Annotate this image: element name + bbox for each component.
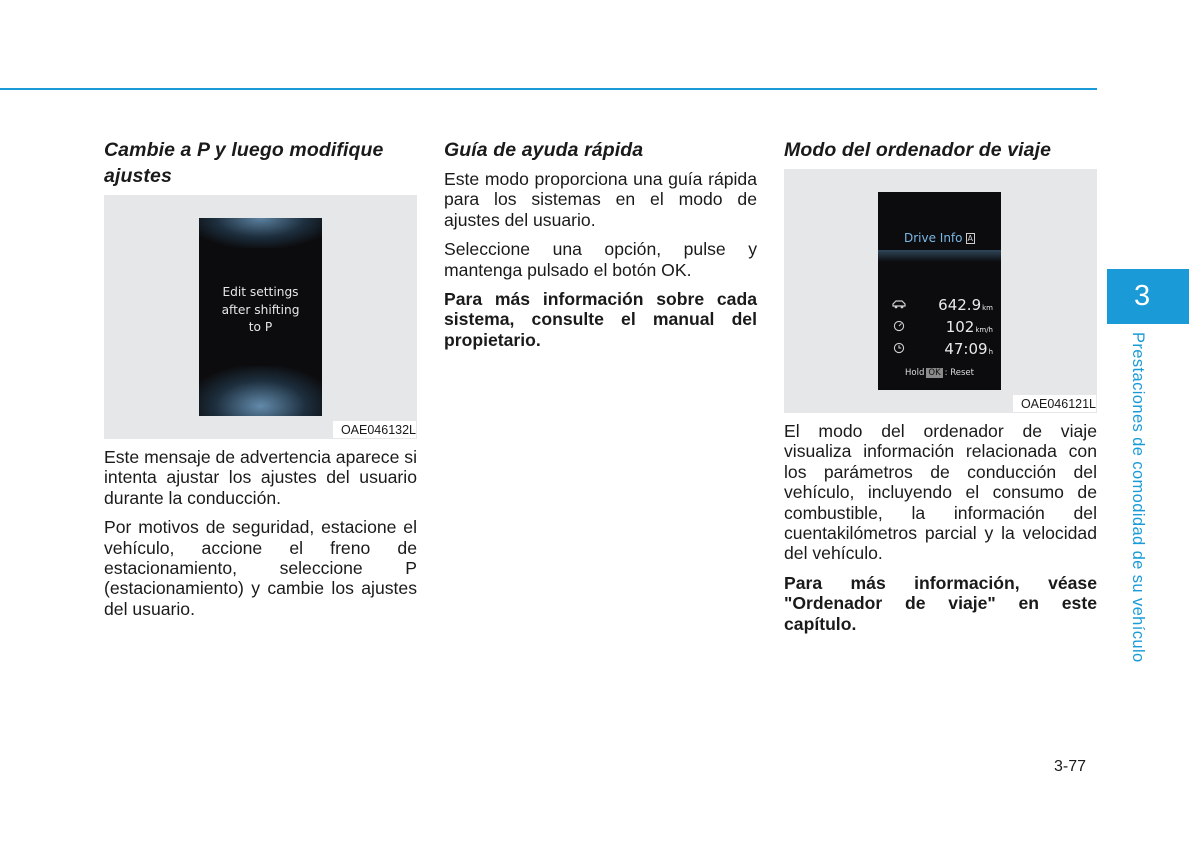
top-rule <box>0 88 1097 90</box>
drive-info-row <box>892 296 993 316</box>
section-quick-help <box>444 137 757 359</box>
speedometer-icon <box>892 320 906 332</box>
elapsed-time-value: 47:09 <box>944 340 988 358</box>
cluster-display <box>878 192 1001 390</box>
section-heading: Modo del ordenador de viaje <box>784 139 1052 161</box>
figure-code: OAE046132L <box>333 421 416 438</box>
display-message: Edit settings after shifting to P <box>221 285 300 334</box>
chapter-tab <box>1107 269 1189 324</box>
average-speed-value: 102 <box>945 318 975 336</box>
section-heading: Cambie a P y luego modifique ajustes <box>104 139 384 187</box>
body-paragraph: Por motivos de seguridad, estacione el vehículo, accione el freno de estacionamiento, seleccione P (estacionamiento) y cambie los ajustes del usuario. <box>104 517 417 619</box>
ok-key: OK <box>928 368 941 378</box>
display-glow <box>878 250 1001 262</box>
unit-label: km <box>982 304 993 312</box>
body-paragraph: Este modo proporciona una guía rápida para los sistemas en el modo de ajustes del usuario. <box>444 169 757 230</box>
page-number: 3-77 <box>1054 758 1087 775</box>
bold-note: Para más información sobre cada sistema, consulte el manual del propietario. <box>444 289 757 350</box>
section-trip-computer <box>784 137 1097 643</box>
chapter-title: Prestaciones de comodidad de su vehículo <box>1129 332 1147 663</box>
section-edit-settings <box>104 137 417 628</box>
mode-badge: A <box>967 234 973 243</box>
bold-note: Para más información, véase "Ordenador de viaje" en este capítulo. <box>784 572 1097 634</box>
drive-info-row <box>892 340 993 360</box>
unit-label: km/h <box>975 326 993 334</box>
fuel-range-icon <box>892 298 906 310</box>
display-glow <box>199 218 322 248</box>
figure-code: OAE046121L <box>1013 395 1096 412</box>
drive-info-row <box>892 318 993 338</box>
trip-distance-value: 642.9 <box>938 296 982 314</box>
drive-info-title <box>878 231 1001 245</box>
clock-icon <box>892 342 906 354</box>
drive-info-title-text: Drive Info <box>903 231 963 245</box>
body-paragraph: El modo del ordenador de viaje visualiza información relacionada con los parámetros de conducción del vehículo, incluyendo el consumo de combustible, la información del cuentakilómetros parcial y la velocidad del vehículo. <box>784 421 1097 564</box>
hold-reset-hint: Hold OK : Reset <box>905 368 974 378</box>
drive-info-figure <box>784 169 1097 413</box>
body-paragraph: Este mensaje de advertencia aparece si intenta ajustar los ajustes del usuario durante la conducción. <box>104 447 417 508</box>
display-glow <box>199 366 322 416</box>
body-paragraph: Seleccione una opción, pulse y mantenga pulsado el botón OK. <box>444 239 757 280</box>
section-heading: Guía de ayuda rápida <box>444 139 644 161</box>
reset-label: Reset <box>950 368 974 378</box>
warning-figure <box>104 195 417 439</box>
unit-label: h <box>988 348 993 356</box>
hold-label: Hold <box>905 368 925 378</box>
chapter-number: 3 <box>1134 280 1151 312</box>
cluster-display <box>199 218 322 416</box>
